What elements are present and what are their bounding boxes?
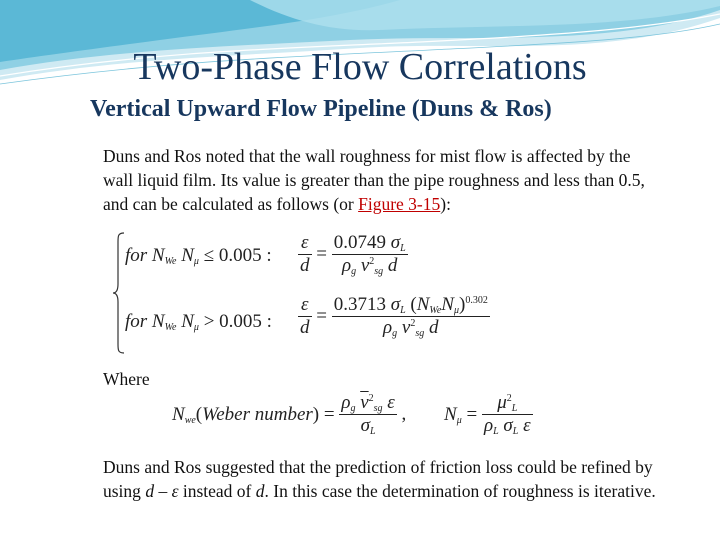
case2-condition: for $N_{We}$ $N_\mu > 0.005$ : xyxy=(125,311,272,333)
case1-condition: for $N_{We}$ $N_\mu \le 0.005$ : xyxy=(125,245,272,267)
viscosity-number-formula: $N_\mu$ = $\frac{\mu^2_L}{\rho_L \sigma_L \varepsilon}$ xyxy=(444,392,531,437)
case1-condition-text: ≤ 0.005 : xyxy=(203,245,272,266)
where-label: Where xyxy=(103,369,150,389)
case1-formula: $\frac{\varepsilon}{d}$ = $\frac{0.0749 \sigma_L}{\rho_g \overline{v}^2_{sg} d}$ xyxy=(300,232,406,277)
left-brace xyxy=(112,232,126,354)
conclusion-expr: d – ε xyxy=(145,481,179,501)
case2-formula: $\frac{\varepsilon}{d}$ = $\frac{0.3713 \sigma_L (N_{We}N_\mu)^{0.302}}{\rho_g \overline{v}^2_{sg} d}$ xyxy=(300,294,488,339)
conclusion-text-c: . In this case the determination of roughness is iterative. xyxy=(264,481,656,501)
weber-label: Weber number xyxy=(202,403,313,425)
case1-coeff: 0.0749 xyxy=(333,232,386,253)
conclusion-var: d xyxy=(255,481,265,501)
case2-condition-text: > 0.005 : xyxy=(203,311,272,332)
case2-exponent: 0.302 xyxy=(465,295,488,306)
conclusion-text-a: Duns and Ros suggested that the prediction of friction loss could be refined by using xyxy=(103,457,653,501)
conclusion-text-b: instead of xyxy=(178,481,256,501)
case2-coeff: 0.3713 xyxy=(333,294,386,315)
intro-paragraph xyxy=(103,144,658,216)
slide-title: Two-Phase Flow Correlations xyxy=(133,46,587,88)
slide-subtitle: Vertical Upward Flow Pipeline (Duns & Ros) xyxy=(90,96,552,122)
intro-tail: ): xyxy=(440,194,451,214)
conclusion-paragraph xyxy=(103,455,663,503)
weber-number-formula: $N_{we}(Weber$ number) = $\frac{\rho_g \overline{v}^2_{sg} \varepsilon}{\sigma_L}$ , xyxy=(172,392,407,437)
intro-text: Duns and Ros noted that the wall roughness for mist flow is affected by the wall liquid film. Its value is greater than the pipe roughness and less than 0.5, and can be calculated as follows (or xyxy=(103,146,645,214)
figure-link[interactable]: Figure 3-15 xyxy=(358,194,441,214)
